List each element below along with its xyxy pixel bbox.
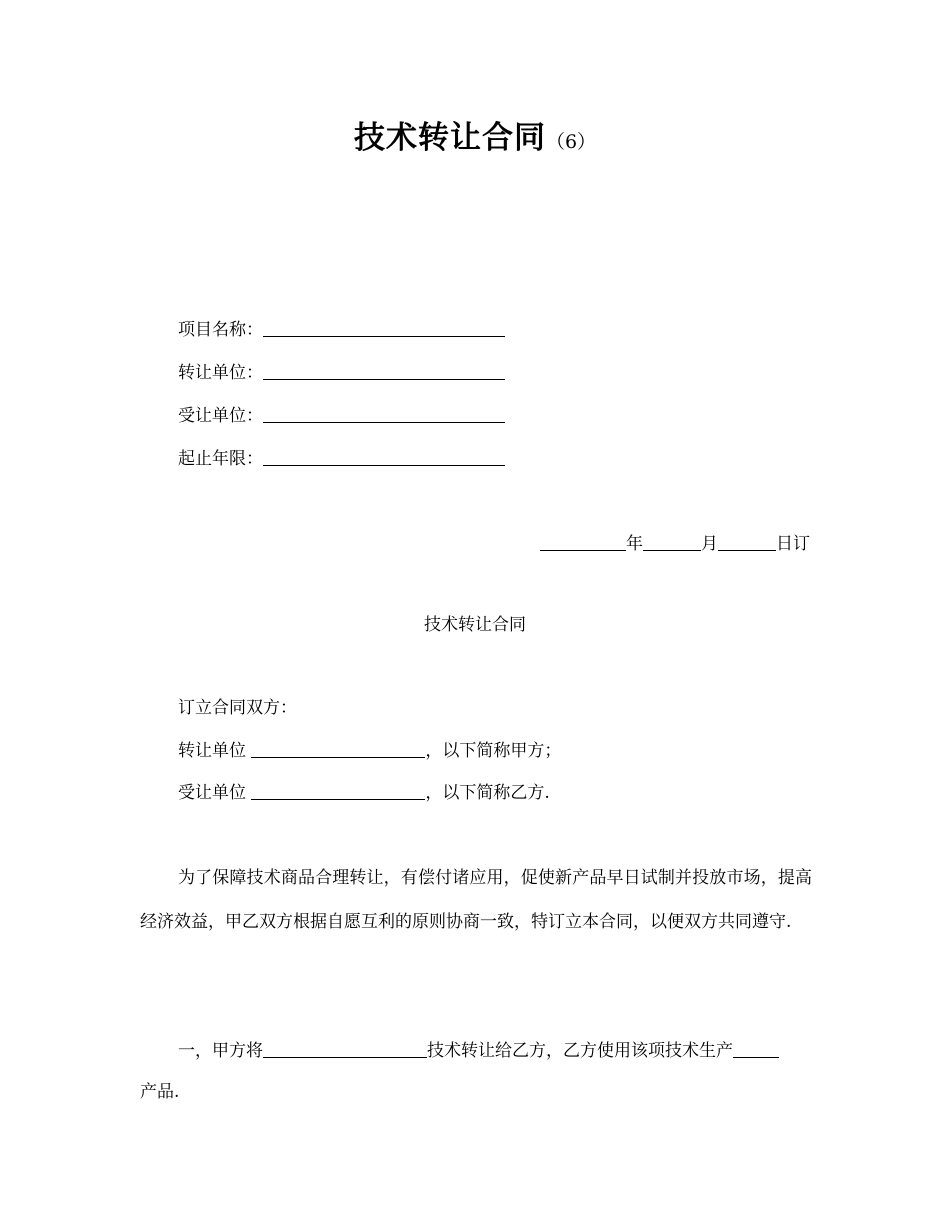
clause-1-line-1: [178, 1039, 779, 1062]
field-transferee: [178, 404, 505, 426]
party-b-suffix: ，以下简称乙方.: [425, 783, 550, 803]
title-number: （6）: [545, 131, 597, 153]
preamble-paragraph: 为了保障技术商品合理转让，有偿付诸应用，促使新产品早日试制并投放市场，提高经济效益，甲乙双方根据自愿互利的原则协商一致，特订立本合同，以便双方共同遵守.: [140, 868, 812, 932]
document-title: [0, 112, 950, 157]
field-label: 转让单位：: [178, 363, 263, 383]
technology-blank: [263, 1039, 427, 1058]
product-blank: [733, 1039, 779, 1058]
title-main: 技术转让合同: [353, 120, 546, 156]
field-label: 项目名称：: [178, 320, 263, 340]
field-term: [178, 447, 505, 469]
field-label: 受让单位：: [178, 406, 263, 426]
field-blank: [263, 361, 505, 380]
party-a-label: 转让单位: [178, 741, 246, 761]
party-b-line: [178, 781, 550, 804]
day-blank: [718, 532, 776, 551]
field-transferor: [178, 361, 505, 383]
clause-1-part-1: 一，甲方将: [178, 1041, 263, 1061]
clause-1-part-2: 技术转让给乙方，乙方使用该项技术生产: [427, 1041, 733, 1061]
field-label: 起止年限：: [178, 449, 263, 469]
month-label: 月: [701, 534, 718, 554]
field-blank: [263, 404, 505, 423]
contract-subtitle: 技术转让合同: [424, 615, 526, 635]
parties-heading: 订立合同双方：: [178, 698, 297, 718]
party-a-blank: [251, 739, 425, 758]
signing-date: [540, 532, 810, 555]
day-label: 日订: [776, 534, 810, 554]
clause-1-line-2: 产品.: [140, 1082, 180, 1102]
party-a-suffix: ，以下简称甲方；: [425, 741, 562, 761]
party-a-line: [178, 739, 561, 762]
field-blank: [263, 318, 505, 337]
field-blank: [263, 447, 505, 466]
month-blank: [643, 532, 701, 551]
field-project-name: [178, 318, 505, 340]
party-b-label: 受让单位: [178, 783, 246, 803]
party-b-blank: [251, 781, 425, 800]
year-label: 年: [626, 534, 643, 554]
year-blank: [540, 532, 626, 551]
